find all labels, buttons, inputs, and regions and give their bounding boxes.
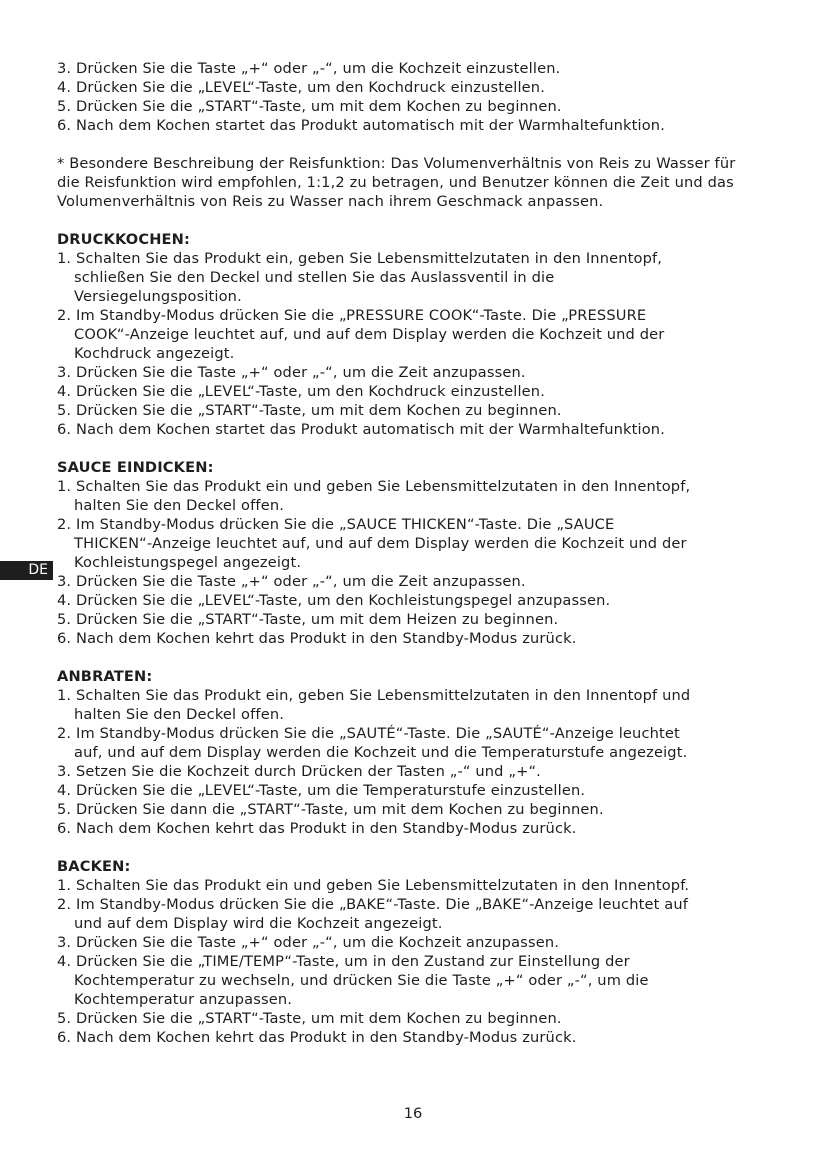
step-line: 1. Schalten Sie das Produkt ein, geben Sie Lebensmittelzutaten in den Innentopf und (57, 687, 691, 704)
step-line: 2. Im Standby-Modus drücken Sie die „PRESSURE COOK“-Taste. Die „PRESSURE (57, 307, 647, 324)
step-line: 2. Im Standby-Modus drücken Sie die „SAUCE THICKEN“-Taste. Die „SAUCE (57, 516, 615, 533)
step-line: auf, und auf dem Display werden die Kochzeit und die Temperaturstufe angezeigt. (74, 744, 688, 761)
step-line: schließen Sie den Deckel und stellen Sie das Auslassventil in die (74, 269, 555, 286)
step-line: 6. Nach dem Kochen kehrt das Produkt in den Standby-Modus zurück. (57, 820, 577, 837)
step-line: 3. Drücken Sie die Taste „+“ oder „-“, um die Zeit anzupassen. (57, 573, 526, 590)
step-line: Versiegelungsposition. (74, 288, 242, 305)
step-line: Kochdruck angezeigt. (74, 345, 235, 362)
step-line: 6. Nach dem Kochen kehrt das Produkt in den Standby-Modus zurück. (57, 1029, 577, 1046)
step-line: 1. Schalten Sie das Produkt ein und geben Sie Lebensmittelzutaten in den Innentopf, (57, 478, 691, 495)
language-tab: DE (0, 561, 53, 580)
step-line: 2. Im Standby-Modus drücken Sie die „SAUTÉ“-Taste. Die „SAUTÉ“-Anzeige leuchtet (57, 725, 680, 742)
page-content (57, 59, 767, 1047)
step-line: halten Sie den Deckel offen. (74, 706, 285, 723)
section-heading-bake: BACKEN: (57, 858, 131, 875)
step-line: Kochleistungspegel angezeigt. (74, 554, 302, 571)
step-line: 4. Drücken Sie die „LEVEL“-Taste, um den Kochdruck einzustellen. (57, 383, 545, 400)
step-line: 6. Nach dem Kochen startet das Produkt automatisch mit der Warmhaltefunktion. (57, 421, 665, 438)
intro-step: 6. Nach dem Kochen startet das Produkt automatisch mit der Warmhaltefunktion. (57, 117, 665, 134)
step-line: 3. Setzen Sie die Kochzeit durch Drücken der Tasten „-“ und „+“. (57, 763, 541, 780)
step-line: 3. Drücken Sie die Taste „+“ oder „-“, um die Kochzeit anzupassen. (57, 934, 560, 951)
step-line: 5. Drücken Sie die „START“-Taste, um mit dem Kochen zu beginnen. (57, 402, 562, 419)
step-line: 3. Drücken Sie die Taste „+“ oder „-“, um die Zeit anzupassen. (57, 364, 526, 381)
step-line: und auf dem Display wird die Kochzeit angezeigt. (74, 915, 443, 932)
step-line: THICKEN“-Anzeige leuchtet auf, und auf dem Display werden die Kochzeit und der (74, 535, 687, 552)
step-line: halten Sie den Deckel offen. (74, 497, 285, 514)
step-line: 1. Schalten Sie das Produkt ein und geben Sie Lebensmittelzutaten in den Innentopf. (57, 877, 690, 894)
step-line: 4. Drücken Sie die „LEVEL“-Taste, um den Kochleistungspegel anzupassen. (57, 592, 611, 609)
step-line: Kochtemperatur anzupassen. (74, 991, 293, 1008)
step-line: 5. Drücken Sie dann die „START“-Taste, um mit dem Kochen zu beginnen. (57, 801, 604, 818)
step-line: Kochtemperatur zu wechseln, und drücken Sie die Taste „+“ oder „-“, um die (74, 972, 649, 989)
step-line: 1. Schalten Sie das Produkt ein, geben Sie Lebensmittelzutaten in den Innentopf, (57, 250, 663, 267)
intro-step: 5. Drücken Sie die „START“-Taste, um mit dem Kochen zu beginnen. (57, 98, 562, 115)
intro-step: 3. Drücken Sie die Taste „+“ oder „-“, um die Kochzeit einzustellen. (57, 60, 561, 77)
step-line: 5. Drücken Sie die „START“-Taste, um mit dem Heizen zu beginnen. (57, 611, 559, 628)
step-line: 4. Drücken Sie die „TIME/TEMP“-Taste, um in den Zustand zur Einstellung der (57, 953, 630, 970)
section-heading-pressure: DRUCKKOCHEN: (57, 231, 191, 248)
page-number: 16 (403, 1105, 423, 1122)
rice-note-line: * Besondere Beschreibung der Reisfunktion: Das Volumenverhältnis von Reis zu Wasser für (57, 155, 736, 172)
section-heading-saute: ANBRATEN: (57, 668, 153, 685)
step-line: 6. Nach dem Kochen kehrt das Produkt in den Standby-Modus zurück. (57, 630, 577, 647)
step-line: 4. Drücken Sie die „LEVEL“-Taste, um die Temperaturstufe einzustellen. (57, 782, 586, 799)
section-heading-sauce: SAUCE EINDICKEN: (57, 459, 214, 476)
rice-note-line: Volumenverhältnis von Reis zu Wasser nach ihrem Geschmack anpassen. (57, 193, 604, 210)
step-line: COOK“-Anzeige leuchtet auf, und auf dem Display werden die Kochzeit und der (74, 326, 665, 343)
step-line: 5. Drücken Sie die „START“-Taste, um mit dem Kochen zu beginnen. (57, 1010, 562, 1027)
intro-step: 4. Drücken Sie die „LEVEL“-Taste, um den Kochdruck einzustellen. (57, 79, 545, 96)
step-line: 2. Im Standby-Modus drücken Sie die „BAKE“-Taste. Die „BAKE“-Anzeige leuchtet auf (57, 896, 689, 913)
rice-note-line: die Reisfunktion wird empfohlen, 1:1,2 zu betragen, und Benutzer können die Zeit und das (57, 174, 734, 191)
